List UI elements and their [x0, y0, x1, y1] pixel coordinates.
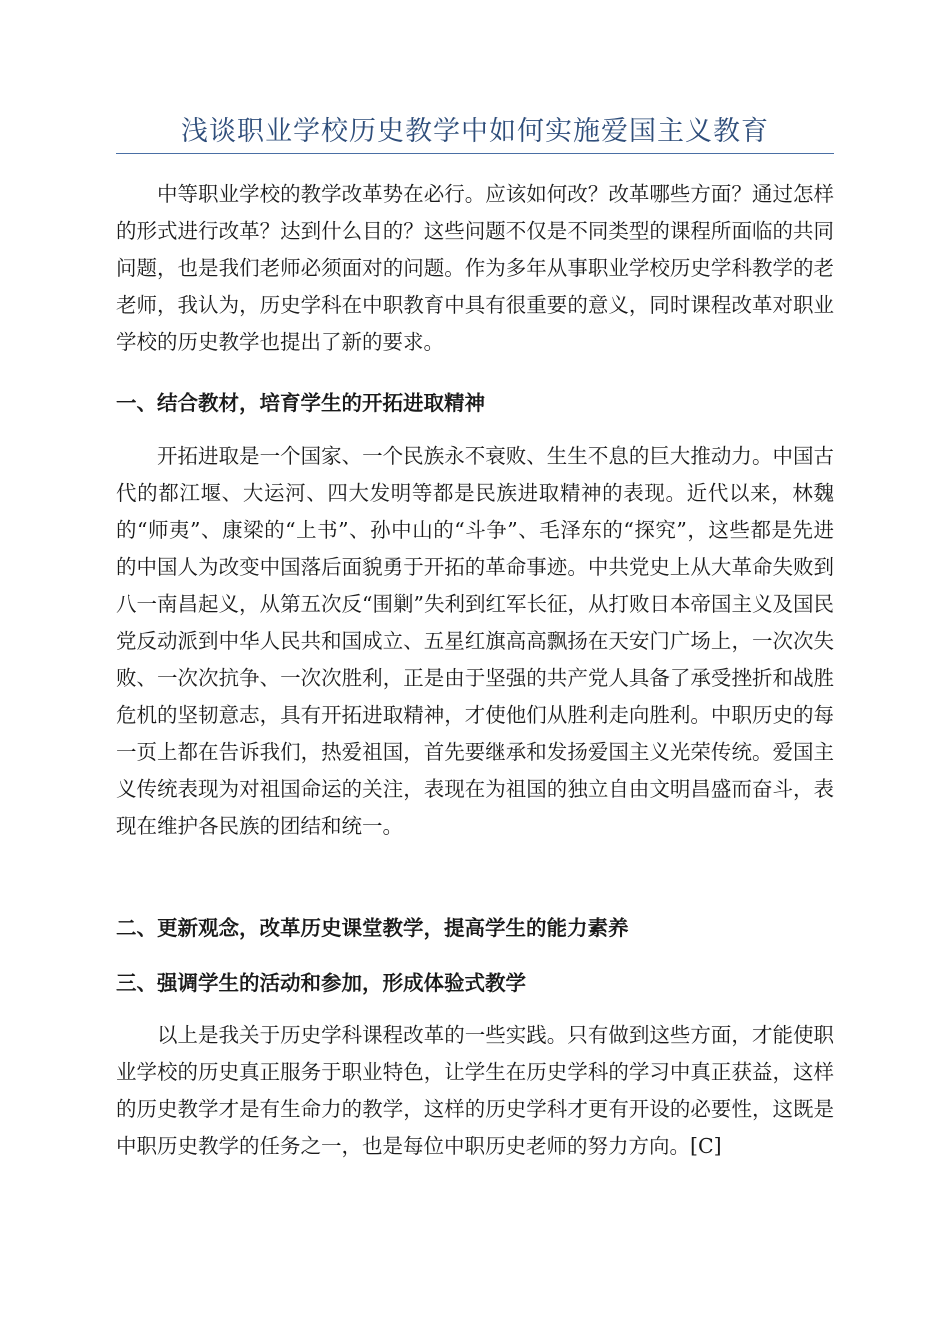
section-1-heading: 一、结合教材，培育学生的开拓进取精神 — [116, 391, 485, 415]
title-underline — [116, 153, 834, 154]
section-3-heading: 三、强调学生的活动和参加，形成体验式教学 — [116, 971, 526, 995]
section-2-heading: 二、更新观念，改革历史课堂教学，提高学生的能力素养 — [116, 916, 629, 940]
conclusion-paragraph: 以上是我关于历史学科课程改革的一些实践。只有做到这些方面，才能使职业学校的历史真正服务于职业特色，让学生在历史学科的学习中真正获益，这样的历史教学才是有生命力的教学，这样的历史学科才更有开设的必要性，这既是中职历史教学的任务之一，也是每位中职历史老师的努力方向。[C] — [116, 1023, 834, 1158]
intro-paragraph: 中等职业学校的教学改革势在必行。应该如何改？改革哪些方面？通过怎样的形式进行改革？达到什么目的？这些问题不仅是不同类型的课程所面临的共同问题，也是我们老师必须面对的问题。作为多年从事职业学校历史学科教学的老老师，我认为，历史学科在中职教育中具有很重要的意义，同时课程改革对职业学校的历史教学也提出了新的要求。 — [116, 182, 834, 354]
section-1-body: 开拓进取是一个国家、一个民族永不衰败、生生不息的巨大推动力。中国古代的都江堰、大运河、四大发明等都是民族进取精神的表现。近代以来，林魏的“师夷”、康梁的“上书”、孙中山的“斗争”、毛泽东的“探究”，这些都是先进的中国人为改变中国落后面貌勇于开拓的革命事迹。中共党史上从大革命失败到八一南昌起义，从第五次反“围剿”失利到红军长征，从打败日本帝国主义及国民党反动派到中华人民共和国成立、五星红旗高高飘扬在天安门广场上，一次次失败、一次次抗争、一次次胜利，正是由于坚强的共产党人具备了承受挫折和战胜危机的坚韧意志，具有开拓进取精神，才使他们从胜利走向胜利。中职历史的每一页上都在告诉我们，热爱祖国，首先要继承和发扬爱国主义光荣传统。爱国主义传统表现为对祖国命运的关注，表现在为祖国的独立自由文明昌盛而奋斗，表现在维护各民族的团结和统一。 — [116, 444, 834, 838]
document-title: 浅谈职业学校历史教学中如何实施爱国主义教育 — [181, 116, 769, 147]
